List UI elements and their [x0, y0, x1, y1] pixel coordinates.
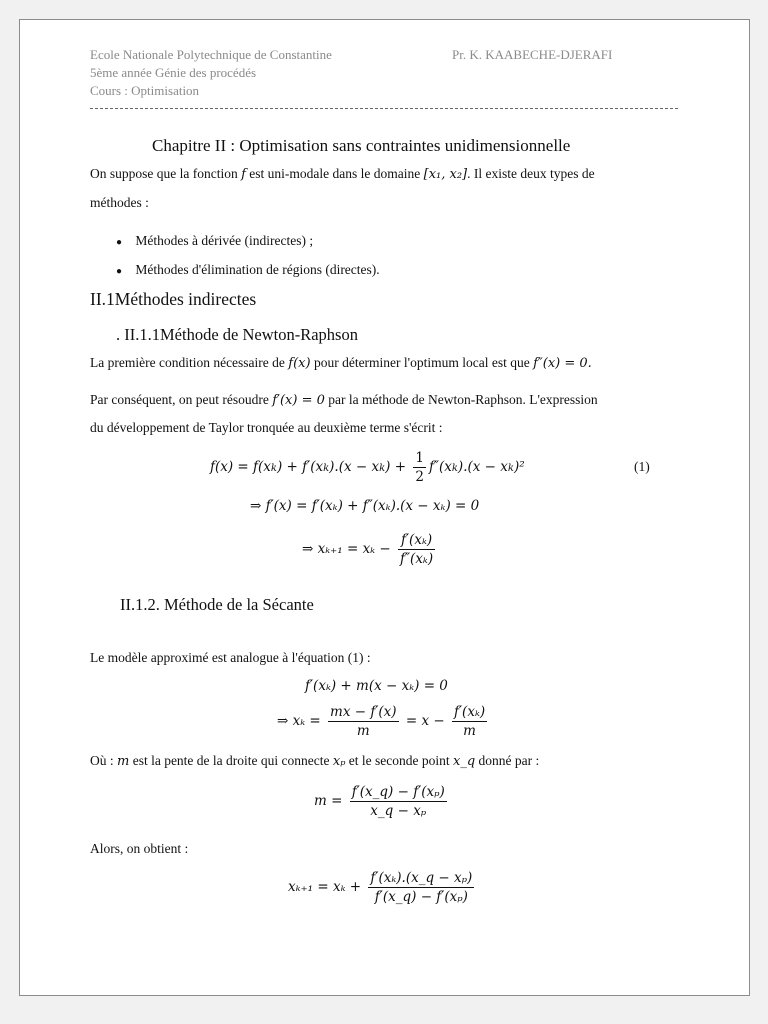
nr-line-2: [90, 392, 598, 408]
eq6-lhs: m =: [314, 793, 343, 809]
nr-text: La première condition nécessaire de: [90, 355, 285, 370]
intro-f: f: [241, 167, 246, 182]
equation-4: f′(xₖ) + m(x − xₖ) = 0: [305, 678, 448, 694]
intro-text-b: est uni-modale dans le domaine: [249, 166, 421, 181]
eq6-denominator: x_q − xₚ: [370, 803, 427, 819]
secant-text: est la pente de la droite qui connecte: [132, 753, 330, 768]
eq5-lhs: ⇒ xₖ =: [277, 713, 321, 729]
intro-domain: [x₁, x₂]: [423, 167, 468, 182]
intro-line-1: [90, 166, 595, 182]
nr-math: f′(x) = 0: [272, 393, 325, 408]
secant-math: x_q: [453, 754, 476, 769]
equation-5: [277, 704, 490, 739]
eq3-denominator: f″(xₖ): [400, 551, 434, 567]
eq6-numerator: f′(x_q) − f′(xₚ): [351, 784, 445, 800]
intro-text-c: . Il existe deux types de: [467, 166, 595, 181]
intro-line-2: méthodes :: [90, 195, 149, 210]
chapter-title: Chapitre II : Optimisation sans contraintes unidimensionnelle: [152, 136, 571, 155]
eq7-denominator: f′(x_q) − f′(xₚ): [374, 889, 468, 905]
section-heading-II11: . II.1.1Méthode de Newton-Raphson: [116, 325, 358, 344]
secant-line-1: Le modèle approximé est analogue à l'équation (1) :: [90, 650, 371, 665]
intro-text-a: On suppose que la fonction: [90, 166, 238, 181]
secant-line-3: Alors, on obtient :: [90, 841, 189, 856]
section-heading-II12: II.1.2. Méthode de la Sécante: [120, 595, 314, 614]
secant-math: xₚ: [332, 754, 346, 769]
header-school: Ecole Nationale Polytechnique de Constantine: [90, 47, 332, 62]
secant-text: Où :: [90, 753, 114, 768]
header-course: Cours : Optimisation: [90, 83, 200, 98]
bullet-icon: ●: [116, 266, 123, 277]
eq7-numerator: f′(xₖ).(x_q − xₚ): [370, 870, 473, 886]
nr-math: f(x): [288, 356, 311, 371]
header-divider: [90, 108, 678, 109]
equation-7: [288, 870, 477, 905]
secant-line-2: [90, 753, 539, 769]
eq3-numerator: f′(xₖ): [398, 532, 435, 550]
bullet-text: Méthodes à dérivée (indirectes) ;: [135, 233, 314, 248]
bullet-item-2: [116, 262, 380, 278]
nr-line-1: [90, 355, 592, 371]
eq3-lhs: ⇒ xₖ₊₁ = xₖ −: [302, 541, 391, 557]
nr-text: Par conséquent, on peut résoudre: [90, 392, 269, 407]
eq5-denominator-1: m: [356, 723, 370, 739]
header-author: Pr. K. KAABECHE-DJERAFI: [452, 47, 613, 62]
eq1-lhs: f(x) = f(x: [210, 459, 271, 475]
nr-line-3: du développement de Taylor tronquée au deuxième terme s'écrit :: [90, 420, 443, 435]
header-year: 5ème année Génie des procédés: [90, 65, 257, 80]
bullet-icon: ●: [116, 237, 123, 248]
equation-1-label: (1): [634, 459, 650, 474]
secant-text: donné par :: [478, 753, 540, 768]
equation-2: ⇒ f′(x) = f′(xₖ) + f″(xₖ).(x − xₖ) = 0: [250, 498, 480, 514]
section-heading-II1: II.1Méthodes indirectes: [90, 289, 257, 309]
eq5-numerator-1: mx − f′(x): [330, 704, 397, 720]
bullet-text: Méthodes d'élimination de régions (directes).: [135, 262, 380, 277]
equation-1: f(x) = f(xk) + f′(xk).(x − xk) + $\frac{1}{2}$ f″(xk).(x − xk)²: [210, 450, 525, 485]
eq5-numerator-2: f′(xₖ): [454, 704, 486, 720]
equation-3: [302, 532, 438, 567]
bullet-item-1: [116, 233, 313, 249]
eq5-mid: = x −: [405, 713, 445, 729]
nr-math: f″(x) = 0.: [533, 356, 592, 371]
document-page: [19, 19, 750, 996]
equation-6: [314, 784, 450, 819]
nr-text: par la méthode de Newton-Raphson. L'expression: [328, 392, 598, 407]
secant-math: m: [117, 754, 130, 769]
eq7-lhs: xₖ₊₁ = xₖ +: [288, 879, 362, 895]
secant-text: et le seconde point: [348, 753, 450, 768]
nr-text: pour déterminer l'optimum local est que: [313, 355, 530, 370]
eq5-denominator-2: m: [463, 723, 476, 739]
